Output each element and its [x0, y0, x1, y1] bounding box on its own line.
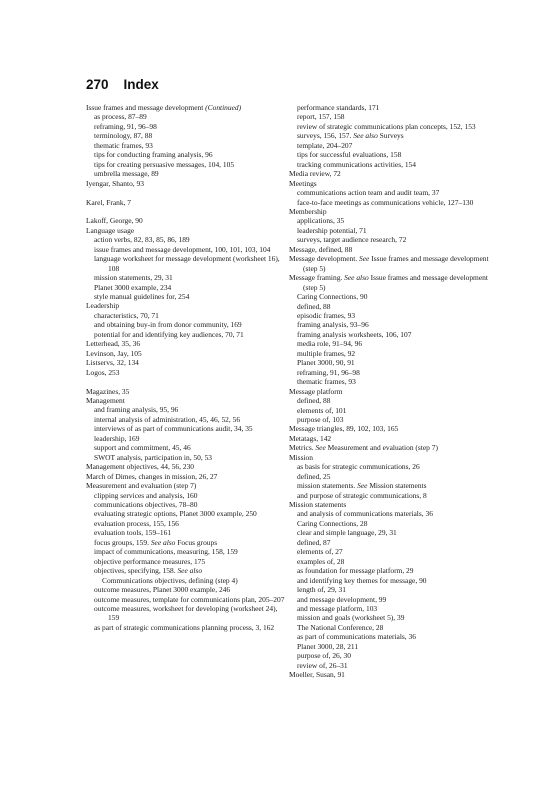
index-entry: Letterhead, 35, 36: [86, 339, 141, 349]
index-subentry: communications action team and audit team, 37: [297, 188, 440, 198]
index-subentry: purpose of, 103: [297, 414, 344, 424]
index-subentry: leadership potential, 71: [297, 225, 367, 235]
index-subentry: and identifying key themes for message, 90: [297, 575, 427, 585]
index-subentry: and message platform, 103: [297, 604, 378, 614]
index-entry: Logos, 253: [86, 367, 120, 377]
page-header: [86, 77, 159, 92]
index-subentry: leadership, 169: [94, 433, 140, 443]
index-subentry: objectives, specifying, 158. See also: [94, 566, 203, 576]
index-subentry: impact of communications, measuring, 158, 159: [94, 547, 238, 557]
index-entry: Message platform: [289, 386, 343, 396]
entry-gap: [86, 207, 286, 216]
index-entry: Metrics. See Measurement and evaluation (step 7): [289, 443, 438, 453]
index-entry: Membership: [289, 206, 327, 216]
index-subentry: Caring Connections, 90: [297, 292, 368, 302]
index-subentry: and framing analysis, 95, 96: [94, 405, 179, 415]
index-subentry: multiple frames, 92: [297, 348, 356, 358]
index-subentry: thematic frames, 93: [94, 140, 153, 150]
index-entry: Lakoff, George, 90: [86, 216, 143, 226]
index-subentry: and obtaining buy-in from donor community, 169: [94, 320, 242, 330]
index-subentry: Planet 3000 example, 234: [94, 282, 172, 292]
index-entry: Magazines, 35: [86, 386, 130, 396]
index-subentry: Planet 3000, 28, 211: [297, 641, 359, 651]
index-entry: Message development. See Issue frames and message development (step 5): [289, 254, 491, 273]
index-entry: Mission: [289, 452, 313, 462]
index-subentry: outcome measures, Planet 3000 example, 246: [94, 585, 231, 595]
index-subentry: length of, 29, 31: [297, 585, 346, 595]
index-subentry: Planet 3000, 90, 91: [297, 358, 355, 368]
index-subentry: potential for and identifying key audiences, 70, 71: [94, 329, 244, 339]
index-subentry: tips for creating persuasive messages, 104, 105: [94, 159, 235, 169]
index-subentry: mission statements, 29, 31: [94, 273, 173, 283]
index-entry: Management objectives, 44, 56, 230: [86, 462, 195, 472]
index-subentry: defined, 88: [297, 396, 331, 406]
index-subentry: report, 157, 158: [297, 112, 345, 122]
index-subentry: terminology, 87, 88: [94, 131, 153, 141]
index-subentry: surveys, 156, 157. See also Surveys: [297, 131, 404, 141]
index-entry: March of Dimes, changes in mission, 26, 27: [86, 471, 218, 481]
index-subentry: issue frames and message development, 100, 101, 103, 104: [94, 244, 271, 254]
index-subentry: evaluating strategic options, Planet 3000 example, 250: [94, 509, 257, 519]
index-subentry: defined, 88: [297, 301, 331, 311]
index-entry: Measurement and evaluation (step 7): [86, 481, 197, 491]
index-subentry: umbrella message, 89: [94, 169, 159, 179]
index-subentry: outcome measures, worksheet for developing (worksheet 24), 159: [94, 603, 280, 623]
index-subentry: Caring Connections, 28: [297, 518, 368, 528]
index-subentry: interviews of as part of communications audit, 34, 35: [94, 424, 253, 434]
index-subentry: tips for conducting framing analysis, 96: [94, 150, 213, 160]
index-subentry: defined, 87: [297, 537, 331, 547]
index-subentry: purpose of, 26, 30: [297, 651, 351, 661]
index-subentry: applications, 35: [297, 216, 345, 226]
index-subentry: outcome measures, template for communications plan, 205–207: [94, 594, 285, 604]
index-subentry: evaluation tools, 159–161: [94, 528, 172, 538]
index-subentry: characteristics, 70, 71: [94, 310, 159, 320]
index-entry: Media review, 72: [289, 169, 341, 179]
index-subentry: reframing, 91, 96–98: [94, 121, 157, 131]
index-entry: Message framing. See also Issue frames and message development (step 5): [289, 273, 490, 292]
index-entry: Metatags, 142: [289, 433, 332, 443]
index-subentry: episodic frames, 93: [297, 310, 356, 320]
index-subentry: evaluation process, 155, 156: [94, 518, 179, 528]
index-entry: Language usage: [86, 225, 135, 235]
index-subentry: performance standards, 171: [297, 103, 380, 112]
index-entry: Listservs, 32, 134: [86, 358, 139, 368]
index-subentry: as foundation for message platform, 29: [297, 566, 414, 576]
index-subentry: template, 204–207: [297, 140, 353, 150]
index-subentry: support and commitment, 45, 46: [94, 443, 191, 453]
index-subentry: framing analysis worksheets, 106, 107: [297, 329, 412, 339]
index-subentry: tips for successful evaluations, 158: [297, 150, 402, 160]
index-subentry: clipping services and analysis, 160: [94, 490, 198, 500]
index-entry: Karel, Frank, 7: [86, 197, 132, 207]
index-subentry: language worksheet for message development (worksheet 16), 108: [94, 254, 282, 273]
index-entry: Message, defined, 88: [289, 244, 353, 254]
index-subentry: and message development, 99: [297, 594, 387, 604]
index-subentry: action verbs, 82, 83, 85, 86, 189: [94, 235, 190, 245]
index-subentry: review of, 26–31: [297, 660, 348, 670]
entry-gap: [86, 377, 286, 386]
index-subentry: mission and goals (worksheet 5), 39: [297, 613, 405, 623]
index-subentry: focus groups, 159. See also Focus groups: [94, 537, 218, 547]
index-subentry: Communications objectives, defining (step 4): [102, 575, 238, 585]
index-subentry: SWOT analysis, participation in, 50, 53: [94, 452, 213, 462]
index-entry: Issue frames and message development (Continued): [86, 103, 242, 112]
index-subentry: mission statements. See Mission statements: [297, 481, 427, 491]
index-subentry: and analysis of communications materials, 36: [297, 509, 433, 519]
index-subentry: elements of, 101: [297, 405, 347, 415]
index-entry: Management: [86, 396, 125, 405]
index-subentry: reframing, 91, 96–98: [297, 367, 360, 377]
index-subentry: as part of communications materials, 36: [297, 632, 416, 642]
index-subentry: surveys, target audience research, 72: [297, 235, 407, 245]
index-subentry: communications objectives, 78–80: [94, 499, 198, 509]
index-entry: Moeller, Susan, 91: [289, 670, 345, 680]
index-subentry: objective performance measures, 175: [94, 556, 206, 566]
index-column-left: [86, 103, 286, 632]
index-subentry: face-to-face meetings as communications vehicle, 127–130: [297, 197, 474, 207]
index-column-right: [289, 103, 493, 680]
page-number: 270: [86, 77, 109, 92]
index-subentry: and purpose of strategic communications, 8: [297, 490, 427, 500]
index-subentry: media role, 91–94, 96: [297, 339, 363, 349]
index-subentry: review of strategic communications plan concepts, 152, 153: [297, 121, 476, 131]
index-subentry: as process, 87–89: [94, 112, 147, 122]
index-subentry: framing analysis, 93–96: [297, 320, 369, 330]
entry-gap: [86, 188, 286, 197]
page-title: Index: [123, 77, 159, 92]
index-subentry: tracking communications activities, 154: [297, 159, 416, 169]
index-entry: Meetings: [289, 178, 317, 188]
index-entry: Iyengar, Shanto, 93: [86, 178, 144, 188]
index-subentry: examples of, 28: [297, 556, 345, 566]
index-entry: Message triangles, 89, 102, 103, 165: [289, 424, 399, 434]
index-subentry: defined, 25: [297, 471, 331, 481]
index-subentry: The National Conference, 28: [297, 622, 384, 632]
index-entry: Levinson, Jay, 105: [86, 348, 142, 358]
index-subentry: as basis for strategic communications, 26: [297, 462, 420, 472]
index-subentry: internal analysis of administration, 45, 46, 52, 56: [94, 414, 241, 424]
index-entry: Leadership: [86, 301, 120, 311]
index-subentry: as part of strategic communications planning process, 3, 162: [94, 622, 275, 632]
index-subentry: elements of, 27: [297, 547, 343, 557]
index-subentry: style manual guidelines for, 254: [94, 292, 190, 302]
index-entry: Mission statements: [289, 500, 347, 510]
index-subentry: clear and simple language, 29, 31: [297, 528, 397, 538]
index-subentry: thematic frames, 93: [297, 377, 356, 387]
